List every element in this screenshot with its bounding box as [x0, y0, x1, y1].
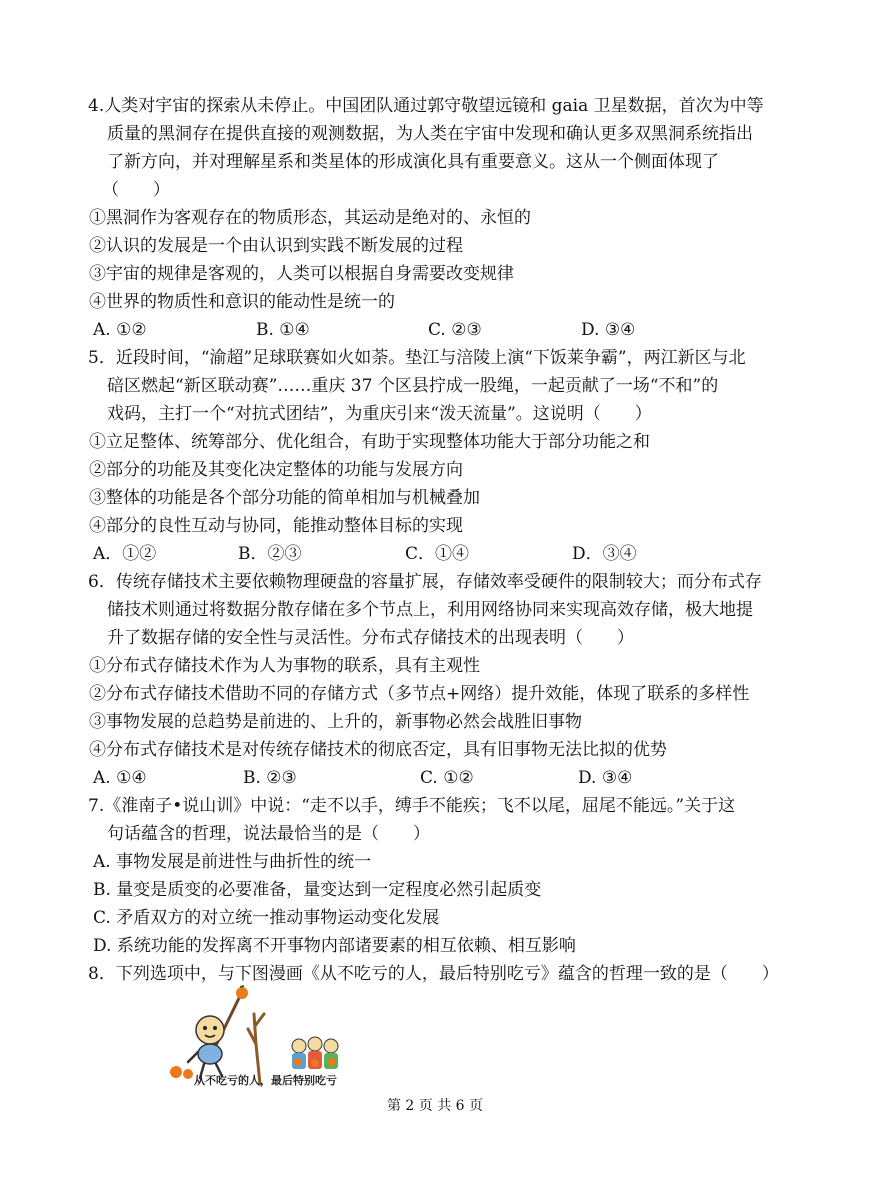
q7-option-c: C. 矛盾双方的对立统一推动事物运动变化发展: [93, 908, 440, 928]
q7-option-a: A. 事物发展是前进性与曲折性的统一: [93, 852, 372, 872]
q5-statement-1: ①立足整体、统筹部分、优化组合，有助于实现整体功能大于部分功能之和: [89, 432, 650, 452]
q5-stem-line-1: 5．近段时间，“渝超”足球联赛如火如荼。垫江与涪陵上演“下饭莱争霸”，两江新区与北: [88, 348, 746, 368]
q5-stem-line-2: 碚区燃起“新区联动赛”……重庆 37 个区县拧成一股绳，一起贡献了一场“不和”的: [107, 376, 719, 396]
q6-option-b: B. ②③: [243, 768, 297, 788]
q5-option-b: B．②③: [238, 544, 302, 564]
q6-statement-1: ①分布式存储技术作为人为事物的联系，具有主观性: [89, 656, 480, 676]
q4-option-d: D. ③④: [581, 320, 636, 340]
q5-statement-2: ②部分的功能及其变化决定整体的功能与发展方向: [89, 460, 463, 480]
q4-options: [0, 316, 870, 344]
q4-option-c: C. ②③: [428, 320, 482, 340]
q5-statement-3: ③整体的功能是各个部分功能的简单相加与机械叠加: [89, 488, 480, 508]
q4-statement-4: ④世界的物质性和意识的能动性是统一的: [89, 292, 395, 312]
q4-statement-1: ①黑洞作为客观存在的物质形态，其运动是绝对的、永恒的: [89, 208, 531, 228]
q6-stem-line-2: 储技术则通过将数据分散存储在多个节点上，利用网络协同来实现高效存储，极大地提: [107, 600, 753, 620]
q6-statement-2: ②分布式存储技术借助不同的存储方式（多节点+网络）提升效能，体现了联系的多样性: [89, 684, 750, 704]
q7-option-b: B. 量变是质变的必要准备，量变达到一定程度必然引起质变: [93, 880, 542, 900]
q5-option-c: C．①④: [405, 544, 470, 564]
q4-option-b: B. ①④: [256, 320, 310, 340]
q4-stem-line-1: 4.人类对宇宙的探索从未停止。中国团队通过郭守敬望远镜和 gaia 卫星数据，首次为中等: [88, 96, 764, 116]
q6-stem-line-1: 6．传统存储技术主要依赖物理硬盘的容量扩展，存储效率受硬件的限制较大；而分布式存: [88, 572, 762, 592]
page-footer: 第 2 页 共 6 页: [386, 1098, 484, 1114]
q4-statement-3: ③宇宙的规律是客观的，人类可以根据自身需要改变规律: [89, 264, 514, 284]
q6-statement-3: ③事物发展的总趋势是前进的、上升的，新事物必然会战胜旧事物: [89, 712, 582, 732]
q7-stem-line-2: 句话蕴含的哲理，说法最恰当的是（ ）: [107, 824, 430, 844]
q4-option-a: A. ①②: [93, 320, 147, 340]
q6-option-a: A. ①④: [93, 768, 147, 788]
q7-stem-line-1: 7.《淮南子•说山训》中说：“走不以手，缚手不能疾；飞不以尾，屈尾不能远。”关于这: [88, 796, 736, 816]
q7-option-d: D. 系统功能的发挥离不开事物内部诸要素的相互依赖、相互影响: [93, 936, 576, 956]
q5-options: [0, 540, 870, 568]
q4-stem-line-3: 了新方向，并对理解星系和类星体的形成演化具有重要意义。这从一个侧面体现了: [107, 152, 719, 172]
q6-option-d: D. ③④: [578, 768, 633, 788]
q5-option-a: A．①②: [93, 544, 157, 564]
q4-statement-2: ②认识的发展是一个由认识到实践不断发展的过程: [89, 236, 463, 256]
q4-stem-line-2: 质量的黑洞存在提供直接的观测数据，为人类在宇宙中发现和确认更多双黑洞系统指出: [107, 124, 753, 144]
q8-stem-line-1: 8．下列选项中，与下图漫画《从不吃亏的人，最后特别吃亏》蕴含的哲理一致的是（ ）: [88, 964, 779, 984]
cartoon-image: [168, 984, 358, 1094]
q6-option-c: C. ①②: [420, 768, 474, 788]
cartoon-caption: 从不吃亏的人，最后特别吃亏: [194, 1074, 337, 1087]
q6-statement-4: ④分布式存储技术是对传统存储技术的彻底否定，具有旧事物无法比拟的优势: [89, 740, 667, 760]
q6-options: [0, 764, 870, 792]
q5-statement-4: ④部分的良性互动与协同，能推动整体目标的实现: [89, 516, 463, 536]
q6-stem-line-3: 升了数据存储的安全性与灵活性。分布式存储技术的出现表明（ ）: [107, 628, 634, 648]
q5-stem-line-3: 戏码，主打一个“对抗式团结”，为重庆引来“泼天流量”。这说明（ ）: [107, 404, 652, 424]
q5-option-d: D．③④: [572, 544, 637, 564]
q4-answer-blank: （ ）: [102, 180, 170, 200]
